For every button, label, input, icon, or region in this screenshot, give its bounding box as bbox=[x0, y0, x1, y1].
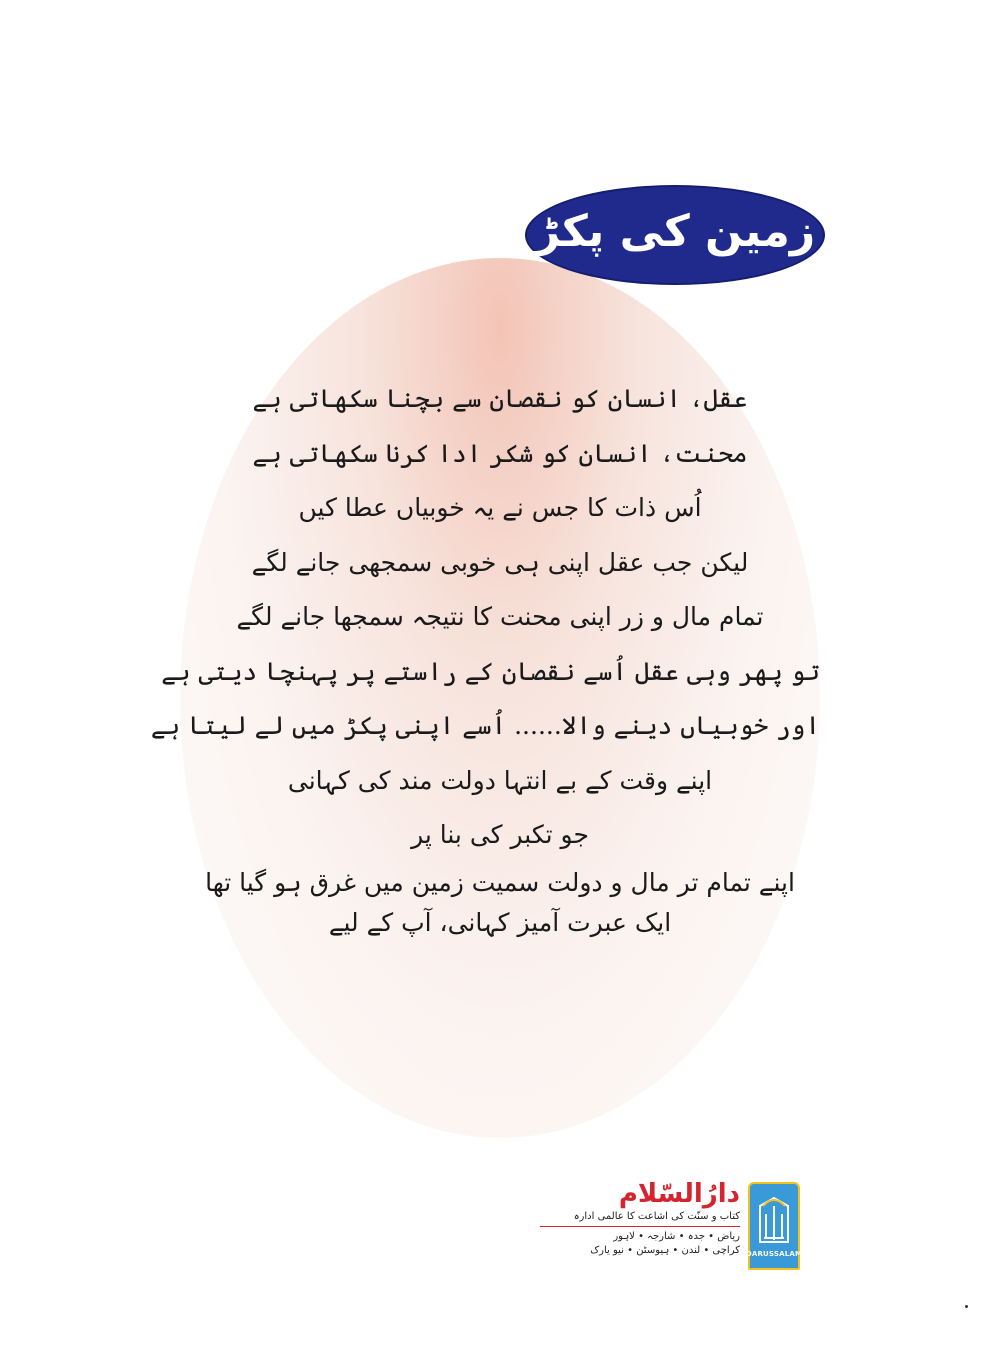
verse-line: تو پھر وہی عقل اُسے نقصان کے راستے پر پہنچا دیتی ہے bbox=[161, 656, 820, 686]
publisher-cities-line-2: کراچی • لندن • ہیوسٹن • نیو یارک bbox=[590, 1245, 740, 1256]
verse-block bbox=[150, 372, 820, 943]
verse-line: ایک عبرت آمیز کہانی، آپ کے لیے bbox=[328, 907, 672, 937]
verse-line: جو تکبر کی بنا پر bbox=[411, 820, 589, 849]
verse-line: عقل، انسان کو نقصان سے بچنا سکھاتی ہے bbox=[252, 384, 748, 413]
page-mark bbox=[965, 1305, 968, 1308]
verse-line: اپنے تمام تر مال و دولت سمیت زمین میں غرق ہو گیا تھا bbox=[205, 867, 795, 897]
verse-line: لیکن جب عقل اپنی ہی خوبی سمجھی جانے لگے bbox=[251, 547, 749, 577]
title-badge bbox=[525, 185, 825, 285]
verse-line: اور خوبیاں دینے والا...... اُسے اپنی پکڑ میں لے لیتا ہے bbox=[150, 711, 820, 740]
verse-line: تمام مال و زر اپنی محنت کا نتیجہ سمجھا جانے لگے bbox=[236, 602, 764, 631]
verse-line: اُس ذات کا جس نے یہ خوبیاں عطا کیں bbox=[298, 493, 702, 522]
publisher-block bbox=[545, 1178, 803, 1278]
logo-label: DARUSSALAM bbox=[745, 1250, 803, 1258]
verse-line: اپنے وقت کے بے انتہا دولت مند کی کہانی bbox=[287, 765, 713, 795]
verse-line: محنت، انسان کو شکر ادا کرنا سکھاتی ہے bbox=[252, 438, 748, 468]
publisher-text bbox=[540, 1178, 740, 1258]
publisher-name: دارُالسّلام bbox=[618, 1179, 740, 1209]
publisher-tagline: کتاب و سنّت کی اشاعت کا عالمی ادارہ bbox=[540, 1210, 740, 1227]
book-title: زمین کی پکڑ bbox=[534, 205, 816, 257]
darussalam-logo-icon bbox=[745, 1182, 803, 1270]
book-emblem-icon bbox=[757, 1192, 791, 1246]
publisher-cities-line-1: ریاض • جدہ • شارجہ • لاہور bbox=[613, 1231, 740, 1242]
